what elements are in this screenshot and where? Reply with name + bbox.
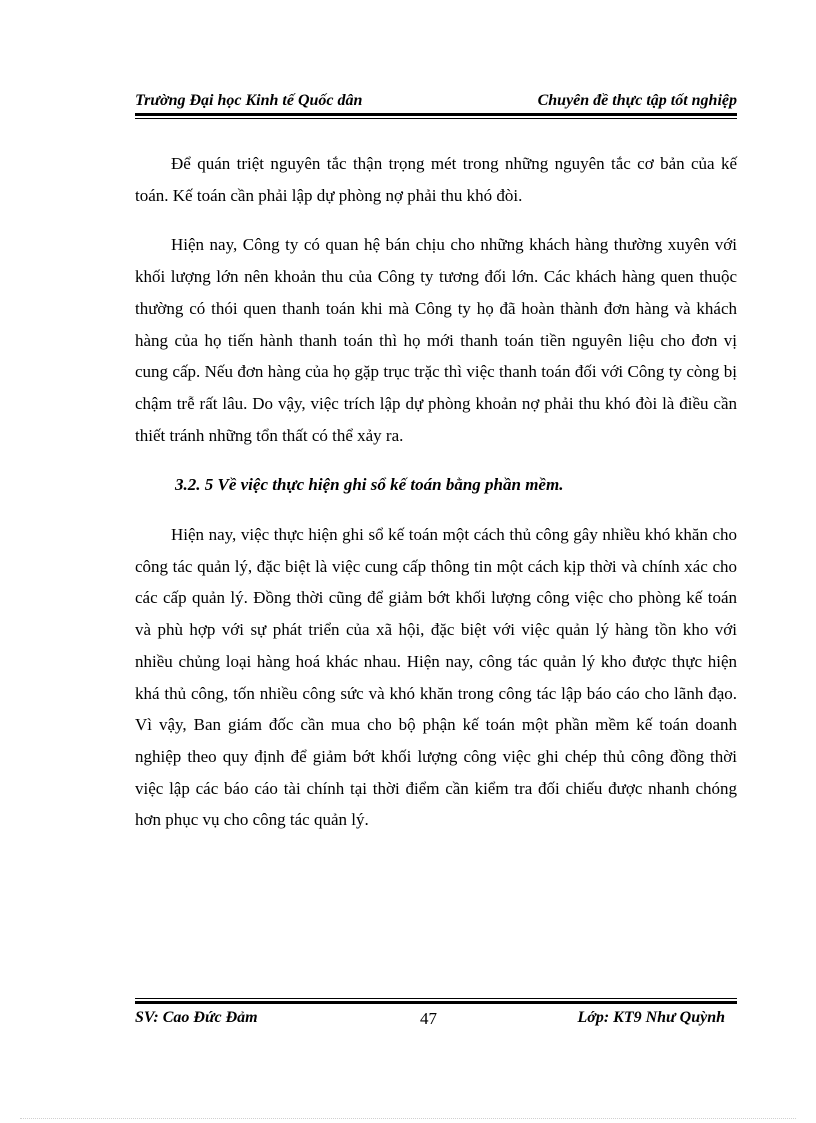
paragraph-software: Hiện nay, việc thực hiện ghi sổ kế toán một cách thủ công gây nhiều khó khăn cho công tác quản lý, đặc biệt là việc cung cấp thông tin một cách kịp thời và chính xác cho các cấp quản lý. Đồng thời cũng để giảm bớt khối lượng công việc cho phòng kế toán và phù hợp với sự phát triển của xã hội, đặc biệt với việc quản lý hàng tồn kho với nhiều chủng loại hàng hoá khác nhau. Hiện nay, công tác quản lý kho được thực hiện khá thủ công, tốn nhiều công sức và khó khăn trong công tác lập báo cáo cho lãnh đạo. Vì vậy, Ban giám đốc cần mua cho bộ phận kế toán một phần mềm kế toán doanh nghiệp theo quy định để giảm bớt khối lượng công việc ghi chép thủ công đồng thời việc lập các báo cáo tài chính tại thời điểm cần kiểm tra đối chiếu được nhanh chóng hơn phục vụ cho công tác quản lý. (135, 525, 737, 830)
header-rule-thick (135, 113, 737, 116)
footer-rule-thick (135, 1001, 737, 1004)
footer-rule-thin (135, 998, 737, 999)
footer-student: SV: Cao Đức Đảm (135, 1009, 258, 1026)
footer-class: Lớp: KT9 Như Quỳnh (577, 1009, 725, 1026)
page-footer (135, 1009, 737, 1033)
paragraph-receivables: Hiện nay, Công ty có quan hệ bán chịu cho những khách hàng thường xuyên với khối lượng lớn nên khoản thu của Công ty tương đối lớn. Các khách hàng quen thuộc thường có thói quen thanh toán khi mà Công ty họ đã hoàn thành đơn hàng và khách hàng của họ tiến hành thanh toán thì họ mới thanh toán tiền nguyên liệu cho đơn vị cung cấp. Nếu đơn hàng của họ gặp trục trặc thì việc thanh toán đối với Công ty còng bị chậm trễ rất lâu. Do vậy, việc trích lập dự phòng khoản nợ phải thu khó đòi là điều cần thiết tránh những tổn thất có thể xảy ra. (135, 235, 737, 445)
document-body (135, 148, 737, 854)
paragraph-prudence: Để quán triệt nguyên tắc thận trọng mét trong những nguyên tắc cơ bản của kế toán. Kế toán cần phải lập dự phòng nợ phải thu khó đòi. (135, 154, 737, 205)
header-university: Trường Đại học Kinh tế Quốc dân (135, 92, 363, 109)
header-report-title: Chuyên đề thực tập tốt nghiệp (537, 92, 737, 109)
page-edge-divider (20, 1118, 796, 1119)
section-heading: 3.2. 5 Về việc thực hiện ghi sổ kế toán bằng phần mềm. (175, 475, 564, 495)
page-header (135, 88, 737, 114)
page-number: 47 (420, 1009, 437, 1028)
header-rule-thin (135, 118, 737, 119)
